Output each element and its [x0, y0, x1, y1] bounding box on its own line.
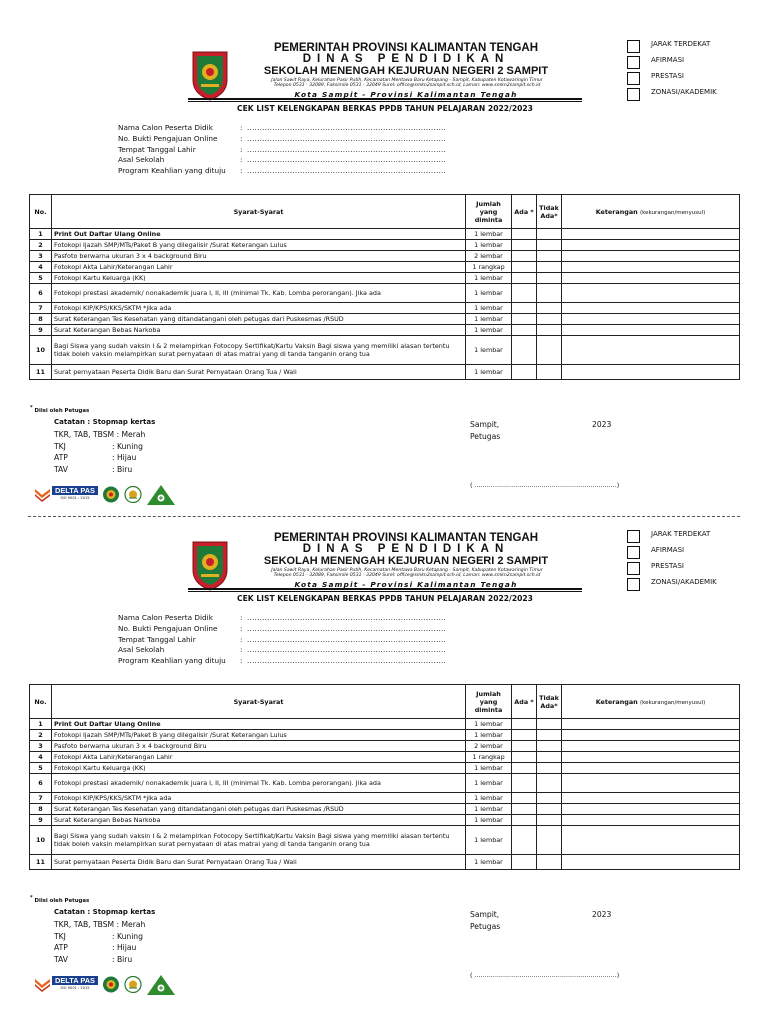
absent-check-cell[interactable]: [537, 741, 562, 752]
table-row: [30, 763, 740, 774]
registration-number-field[interactable]: ...............................................................................: [247, 623, 447, 633]
present-check-cell[interactable]: [512, 303, 537, 314]
present-check-cell[interactable]: [512, 793, 537, 804]
checkbox[interactable]: [627, 546, 640, 559]
requirement-text: Surat pernyataan Peserta Didik Baru dan Surat Pernyataan Orang Tua / Wali: [52, 855, 466, 870]
header-department: DINAS PENDIDIKAN: [302, 543, 510, 555]
absent-check-cell[interactable]: [537, 719, 562, 730]
signature-name-line[interactable]: ( ......................................................................): [470, 481, 620, 489]
checkbox[interactable]: [627, 530, 640, 543]
notes-cell[interactable]: [562, 826, 740, 855]
absent-check-cell[interactable]: [537, 262, 562, 273]
requirement-text: Fotokopi Akta Lahir/Keterangan Lahir: [52, 752, 466, 763]
row-number: 6: [30, 774, 52, 793]
requirement-quantity: 1 lembar: [466, 826, 512, 855]
requirement-quantity: 1 lembar: [466, 284, 512, 303]
absent-check-cell[interactable]: [537, 240, 562, 251]
notes-cell[interactable]: [562, 325, 740, 336]
absent-check-cell[interactable]: [537, 314, 562, 325]
absent-check-cell[interactable]: [537, 774, 562, 793]
header-city: Kota Sampit - Provinsi Kalimantan Tengah: [294, 580, 518, 589]
header-city: Kota Sampit - Provinsi Kalimantan Tengah: [294, 90, 518, 99]
seal-emblem-icon: [124, 976, 142, 993]
notes-cell[interactable]: [562, 314, 740, 325]
requirement-text: Surat Keterangan Bebas Narkoba: [52, 325, 466, 336]
folder-color-notes: [54, 908, 155, 966]
requirement-quantity: 1 lembar: [466, 229, 512, 240]
requirement-quantity: 1 lembar: [466, 240, 512, 251]
requirements-table: [29, 194, 740, 380]
absent-check-cell[interactable]: [537, 251, 562, 262]
requirement-text: Fotokopi Kartu Keluarga (KK): [52, 763, 466, 774]
notes-cell[interactable]: [562, 719, 740, 730]
note-row: [54, 943, 155, 955]
requirement-quantity: 1 lembar: [466, 336, 512, 365]
table-row: [30, 826, 740, 855]
col-header-requirements: Syarat-Syarat: [52, 685, 466, 719]
checkbox-label: JARAK TERDEKAT: [651, 40, 711, 48]
col-header-quantity: Jumlah yang diminta: [466, 195, 512, 229]
requirements-table: [29, 684, 740, 870]
checkbox-label: PRESTASI: [651, 72, 684, 80]
present-check-cell[interactable]: [512, 229, 537, 240]
row-number: 1: [30, 229, 52, 240]
requirement-quantity: 1 lembar: [466, 365, 512, 380]
requirement-quantity: 1 lembar: [466, 793, 512, 804]
requirements-body: [30, 719, 740, 870]
signature-year: 2023: [592, 910, 612, 919]
row-number: 8: [30, 314, 52, 325]
table-header-row: [30, 685, 740, 719]
notes-title: Catatan : Stopmap kertas: [54, 418, 156, 426]
absent-check-cell[interactable]: [537, 855, 562, 870]
note-key: TKJ: [54, 441, 66, 451]
present-check-cell[interactable]: [512, 240, 537, 251]
header-rule: [188, 98, 582, 100]
requirement-text: Fotokopi Kartu Keluarga (KK): [52, 273, 466, 284]
note-value: : Kuning: [112, 441, 143, 451]
checkbox-label: ZONASI/AKADEMIK: [651, 578, 717, 586]
absent-check-cell[interactable]: [537, 336, 562, 365]
field-colon: :: [240, 656, 243, 666]
origin-school-field[interactable]: ...............................................................................: [247, 155, 447, 165]
signature-role: Petugas: [470, 432, 501, 441]
field-label: Tempat Tanggal Lahir: [118, 634, 196, 644]
notes-cell[interactable]: [562, 815, 740, 826]
notes-cell[interactable]: [562, 229, 740, 240]
header-contact: Telepon 0531 - 32089, Faksimile 0531 - 32049 Surel: office@smkn2sampit.sch.id, Laman: www.smkn2sampit.sch.id: [273, 83, 541, 88]
row-number: 9: [30, 815, 52, 826]
field-label: Tempat Tanggal Lahir: [118, 144, 196, 154]
absent-check-cell[interactable]: [537, 815, 562, 826]
notes-cell[interactable]: [562, 273, 740, 284]
row-number: 5: [30, 763, 52, 774]
absent-check-cell[interactable]: [537, 804, 562, 815]
row-number: 6: [30, 284, 52, 303]
note-key: ATP: [54, 943, 68, 953]
table-row: [30, 741, 740, 752]
table-row: [30, 284, 740, 303]
note-row: [54, 465, 155, 477]
table-row: [30, 314, 740, 325]
present-check-cell[interactable]: [512, 719, 537, 730]
signature-name-line[interactable]: ( ......................................................................): [470, 971, 620, 979]
notes-cell[interactable]: [562, 855, 740, 870]
note-row: [54, 955, 155, 967]
note-key: TAV: [54, 954, 68, 964]
requirement-text: Fotokopi prestasi akademik/ nonakademik juara I, II, III (minimal Tk. Kab. Lomba perorangan). Jika ada: [52, 774, 466, 793]
table-row: [30, 251, 740, 262]
header-address: Jalan Sawit Raya, Kelurahan Pasir Putih, Kecamatan Mentawa Baru Ketapang - Sampit, Kabupaten Kotawaringin Timur: [271, 78, 543, 83]
present-check-cell[interactable]: [512, 855, 537, 870]
province-emblem-icon: [190, 538, 230, 592]
notes-cell[interactable]: [562, 303, 740, 314]
badge-label: DELTA PAS: [52, 976, 98, 985]
notes-cell[interactable]: [562, 251, 740, 262]
field-colon: :: [240, 123, 243, 132]
folder-color-notes: [54, 418, 155, 476]
present-check-cell[interactable]: [512, 262, 537, 273]
footnote: [30, 405, 89, 414]
absent-check-cell[interactable]: [537, 730, 562, 741]
province-emblem-icon: [190, 48, 230, 102]
registration-number-field[interactable]: ...............................................................................: [247, 133, 447, 143]
origin-school-field[interactable]: ...............................................................................: [247, 645, 447, 655]
requirement-quantity: 1 lembar: [466, 314, 512, 325]
table-row: [30, 262, 740, 273]
present-check-cell[interactable]: [512, 826, 537, 855]
requirement-quantity: 1 rangkap: [466, 262, 512, 273]
triangle-emblem-icon: [146, 484, 176, 506]
header-rule: [188, 588, 582, 590]
badge-sublabel: ISO 9001 : 2015: [60, 986, 90, 990]
field-label: Asal Sekolah: [118, 155, 165, 165]
row-number: 9: [30, 325, 52, 336]
table-row: [30, 855, 740, 870]
requirement-text: Fotokopi Akta Lahir/Keterangan Lahir: [52, 262, 466, 273]
row-number: 2: [30, 240, 52, 251]
footnote-text: Diisi oleh Petugas: [34, 407, 90, 414]
checkbox[interactable]: [627, 578, 640, 591]
iso-badge: [34, 486, 98, 502]
present-check-cell[interactable]: [512, 273, 537, 284]
checkbox[interactable]: [627, 88, 640, 101]
signature-place: Sampit,: [470, 910, 500, 919]
checklist-form-top: [0, 20, 768, 520]
table-row: [30, 273, 740, 284]
table-row: [30, 325, 740, 336]
row-number: 10: [30, 826, 52, 855]
footnote-mark: *: [30, 895, 33, 901]
field-label: Program Keahlian yang dituju: [118, 166, 226, 176]
field-colon: :: [240, 133, 243, 143]
present-check-cell[interactable]: [512, 325, 537, 336]
absent-check-cell[interactable]: [537, 793, 562, 804]
absent-check-cell[interactable]: [537, 763, 562, 774]
table-row: [30, 719, 740, 730]
row-number: 4: [30, 752, 52, 763]
requirement-text: Fotokopi Ijazah SMP/MTs/Paket B yang dilegalisir /Surat Keterangan Lulus: [52, 730, 466, 741]
note-key: ATP: [54, 453, 68, 463]
col-header-notes-sub: (kekurangan/menyusul): [639, 699, 706, 706]
checkbox[interactable]: [627, 56, 640, 69]
checkbox[interactable]: [627, 562, 640, 575]
checkbox-label: AFIRMASI: [651, 546, 685, 554]
notes-cell[interactable]: [562, 730, 740, 741]
row-number: 11: [30, 365, 52, 380]
seal-emblem-icon: [124, 486, 142, 503]
school-emblem-icon: [102, 486, 120, 503]
row-number: 7: [30, 303, 52, 314]
field-label: No. Bukti Pengajuan Online: [118, 623, 218, 633]
requirement-text: Surat Keterangan Tes Kesehatan yang ditandatangani oleh petugas dari Puskesmas /RSUD: [52, 314, 466, 325]
requirement-quantity: 1 lembar: [466, 273, 512, 284]
absent-check-cell[interactable]: [537, 365, 562, 380]
requirement-text: Surat Keterangan Tes Kesehatan yang ditandatangani oleh petugas dari Puskesmas /RSUD: [52, 804, 466, 815]
requirement-text: Fotokopi KIP/KPS/KKS/SKTM *jika ada: [52, 303, 466, 314]
triangle-emblem-icon: [146, 974, 176, 996]
row-number: 5: [30, 273, 52, 284]
table-row: [30, 365, 740, 380]
notes-cell[interactable]: [562, 752, 740, 763]
col-header-notes-label: Keterangan: [595, 697, 638, 706]
requirement-quantity: 1 lembar: [466, 325, 512, 336]
col-header-quantity: Jumlah yang diminta: [466, 685, 512, 719]
row-number: 3: [30, 741, 52, 752]
field-label: Asal Sekolah: [118, 645, 165, 655]
table-row: [30, 815, 740, 826]
notes-cell[interactable]: [562, 365, 740, 380]
present-check-cell[interactable]: [512, 365, 537, 380]
requirement-text: Bagi Siswa yang sudah vaksin I & 2 melampirkan Fotocopy Sertifikat/Kartu Vaksin Bagi siswa yang memiliki alasan tertentu tidak boleh vaksin melampirkan surat pernyataan di atas matrai yang di tanda tanganin orang tua: [52, 826, 466, 855]
requirement-quantity: 1 lembar: [466, 303, 512, 314]
col-header-notes: [562, 195, 740, 229]
note-row: [54, 430, 155, 442]
col-header-requirements: Syarat-Syarat: [52, 195, 466, 229]
note-key: TKJ: [54, 931, 66, 941]
requirement-text: Pasfoto berwarna ukuran 3 x 4 background Biru: [52, 251, 466, 262]
requirement-text: Fotokopi KIP/KPS/KKS/SKTM *jika ada: [52, 793, 466, 804]
row-number: 1: [30, 719, 52, 730]
field-colon: :: [240, 144, 243, 154]
program-field[interactable]: ...............................................................................: [247, 656, 447, 666]
field-colon: :: [240, 166, 243, 176]
footnote: [30, 895, 89, 904]
note-value: : Kuning: [112, 931, 143, 941]
footnote-mark: *: [30, 405, 33, 411]
present-check-cell[interactable]: [512, 774, 537, 793]
header-government: PEMERINTAH PROVINSI KALIMANTAN TENGAH: [273, 532, 539, 544]
requirement-quantity: 2 lembar: [466, 741, 512, 752]
present-check-cell[interactable]: [512, 251, 537, 262]
note-row: [54, 453, 155, 465]
note-value: : Hijau: [112, 943, 137, 953]
table-row: [30, 752, 740, 763]
present-check-cell[interactable]: [512, 804, 537, 815]
table-row: [30, 229, 740, 240]
note-key: TAV: [54, 464, 68, 474]
checkbox-label: PRESTASI: [651, 562, 684, 570]
present-check-cell[interactable]: [512, 815, 537, 826]
note-value: : Biru: [112, 954, 133, 964]
col-header-notes: [562, 685, 740, 719]
col-header-absent: Tidak Ada*: [537, 195, 562, 229]
note-row: [54, 442, 155, 454]
note-row: [54, 920, 155, 932]
header-contact: Telepon 0531 - 32089, Faksimile 0531 - 32049 Surel: office@smkn2sampit.sch.id, Laman: www.smkn2sampit.sch.id: [273, 573, 541, 578]
table-row: [30, 240, 740, 251]
col-header-notes-label: Keterangan: [595, 207, 638, 216]
table-row: [30, 793, 740, 804]
table-row: [30, 774, 740, 793]
notes-cell[interactable]: [562, 804, 740, 815]
row-number: 11: [30, 855, 52, 870]
chevron-logo-icon: [34, 976, 51, 992]
header-department: DINAS PENDIDIKAN: [302, 53, 510, 65]
header-school: SEKOLAH MENENGAH KEJURUAN NEGERI 2 SAMPIT: [263, 555, 549, 567]
absent-check-cell[interactable]: [537, 752, 562, 763]
requirement-quantity: 1 lembar: [466, 855, 512, 870]
notes-cell[interactable]: [562, 240, 740, 251]
note-value: : Biru: [112, 464, 133, 474]
table-row: [30, 730, 740, 741]
notes-cell[interactable]: [562, 763, 740, 774]
col-header-no: No.: [30, 685, 52, 719]
note-key: TKR, TAB, TBSM : Merah: [54, 920, 146, 929]
program-field[interactable]: ...............................................................................: [247, 166, 447, 176]
col-header-no: No.: [30, 195, 52, 229]
table-row: [30, 336, 740, 365]
field-colon: :: [240, 623, 243, 633]
requirement-quantity: 1 lembar: [466, 763, 512, 774]
table-row: [30, 804, 740, 815]
absent-check-cell[interactable]: [537, 826, 562, 855]
header-address: Jalan Sawit Raya, Kelurahan Pasir Putih, Kecamatan Mentawa Baru Ketapang - Sampit, Kabupaten Kotawaringin Timur: [271, 568, 543, 573]
requirement-quantity: 1 rangkap: [466, 752, 512, 763]
requirements-body: [30, 229, 740, 380]
requirement-text: Surat pernyataan Peserta Didik Baru dan Surat Pernyataan Orang Tua / Wali: [52, 365, 466, 380]
requirement-text: Print Out Daftar Ulang Online: [52, 719, 466, 730]
notes-cell[interactable]: [562, 741, 740, 752]
present-check-cell[interactable]: [512, 752, 537, 763]
badge-label: DELTA PAS: [52, 486, 98, 495]
checkbox-label: AFIRMASI: [651, 56, 685, 64]
field-label: Nama Calon Peserta Didik: [118, 123, 213, 132]
field-colon: :: [240, 634, 243, 644]
requirement-text: Print Out Daftar Ulang Online: [52, 229, 466, 240]
requirement-text: Surat Keterangan Bebas Narkoba: [52, 815, 466, 826]
birth-place-date-field[interactable]: ...............................................................................: [247, 634, 447, 644]
absent-check-cell[interactable]: [537, 284, 562, 303]
present-check-cell[interactable]: [512, 314, 537, 325]
checkbox[interactable]: [627, 40, 640, 53]
header-government: PEMERINTAH PROVINSI KALIMANTAN TENGAH: [273, 42, 539, 54]
notes-cell[interactable]: [562, 336, 740, 365]
birth-place-date-field[interactable]: ...............................................................................: [247, 144, 447, 154]
notes-cell[interactable]: [562, 774, 740, 793]
iso-badge: [34, 976, 98, 992]
absent-check-cell[interactable]: [537, 229, 562, 240]
signature-year: 2023: [592, 420, 612, 429]
requirement-text: Pasfoto berwarna ukuran 3 x 4 background Biru: [52, 741, 466, 752]
header-rule-thin: [188, 591, 582, 592]
present-check-cell[interactable]: [512, 284, 537, 303]
table-header-row: [30, 195, 740, 229]
checklist-form-bottom: [0, 510, 768, 1010]
field-label: Nama Calon Peserta Didik: [118, 613, 213, 622]
row-number: 8: [30, 804, 52, 815]
footnote-text: Diisi oleh Petugas: [34, 897, 90, 904]
requirement-quantity: 1 lembar: [466, 730, 512, 741]
notes-cell[interactable]: [562, 284, 740, 303]
field-label: No. Bukti Pengajuan Online: [118, 133, 218, 143]
signature-role: Petugas: [470, 922, 501, 931]
present-check-cell[interactable]: [512, 741, 537, 752]
absent-check-cell[interactable]: [537, 303, 562, 314]
signature-place: Sampit,: [470, 420, 500, 429]
requirement-text: Bagi Siswa yang sudah vaksin I & 2 melampirkan Fotocopy Sertifikat/Kartu Vaksin Bagi siswa yang memiliki alasan tertentu tidak boleh vaksin melampirkan surat pernyataan di atas matrai yang di tanda tanganin orang tua: [52, 336, 466, 365]
field-colon: :: [240, 645, 243, 655]
notes-cell[interactable]: [562, 793, 740, 804]
checkbox-label: ZONASI/AKADEMIK: [651, 88, 717, 96]
row-number: 2: [30, 730, 52, 741]
absent-check-cell[interactable]: [537, 325, 562, 336]
document-title: CEK LIST KELENGKAPAN BERKAS PPDB TAHUN PELAJARAN 2022/2023: [237, 104, 533, 113]
checkbox[interactable]: [627, 72, 640, 85]
present-check-cell[interactable]: [512, 730, 537, 741]
requirement-quantity: 1 lembar: [466, 774, 512, 793]
requirement-text: Fotokopi prestasi akademik/ nonakademik juara I, II, III (minimal Tk. Kab. Lomba perorangan). Jika ada: [52, 284, 466, 303]
table-row: [30, 303, 740, 314]
checkbox-label: JARAK TERDEKAT: [651, 530, 711, 538]
chevron-logo-icon: [34, 486, 51, 502]
row-number: 10: [30, 336, 52, 365]
badge-sublabel: ISO 9001 : 2015: [60, 496, 90, 500]
col-header-notes-sub: (kekurangan/menyusul): [639, 209, 706, 216]
row-number: 4: [30, 262, 52, 273]
field-label: Program Keahlian yang dituju: [118, 656, 226, 666]
document-title: CEK LIST KELENGKAPAN BERKAS PPDB TAHUN PELAJARAN 2022/2023: [237, 594, 533, 603]
note-key: TKR, TAB, TBSM : Merah: [54, 430, 146, 439]
field-colon: :: [240, 155, 243, 165]
note-row: [54, 932, 155, 944]
name-field[interactable]: ...............................................................................: [247, 123, 447, 132]
school-emblem-icon: [102, 976, 120, 993]
note-value: : Hijau: [112, 453, 137, 463]
header-school: SEKOLAH MENENGAH KEJURUAN NEGERI 2 SAMPIT: [263, 65, 549, 77]
header-rule-thin: [188, 101, 582, 102]
absent-check-cell[interactable]: [537, 273, 562, 284]
present-check-cell[interactable]: [512, 763, 537, 774]
requirement-quantity: 1 lembar: [466, 815, 512, 826]
present-check-cell[interactable]: [512, 336, 537, 365]
col-header-absent: Tidak Ada*: [537, 685, 562, 719]
row-number: 3: [30, 251, 52, 262]
notes-title: Catatan : Stopmap kertas: [54, 908, 156, 916]
col-header-present: Ada *: [512, 195, 537, 229]
requirement-text: Fotokopi Ijazah SMP/MTs/Paket B yang dilegalisir /Surat Keterangan Lulus: [52, 240, 466, 251]
row-number: 7: [30, 793, 52, 804]
requirement-quantity: 1 lembar: [466, 719, 512, 730]
field-colon: :: [240, 613, 243, 622]
name-field[interactable]: ...............................................................................: [247, 613, 447, 622]
requirement-quantity: 2 lembar: [466, 251, 512, 262]
notes-cell[interactable]: [562, 262, 740, 273]
col-header-present: Ada *: [512, 685, 537, 719]
requirement-quantity: 1 lembar: [466, 804, 512, 815]
